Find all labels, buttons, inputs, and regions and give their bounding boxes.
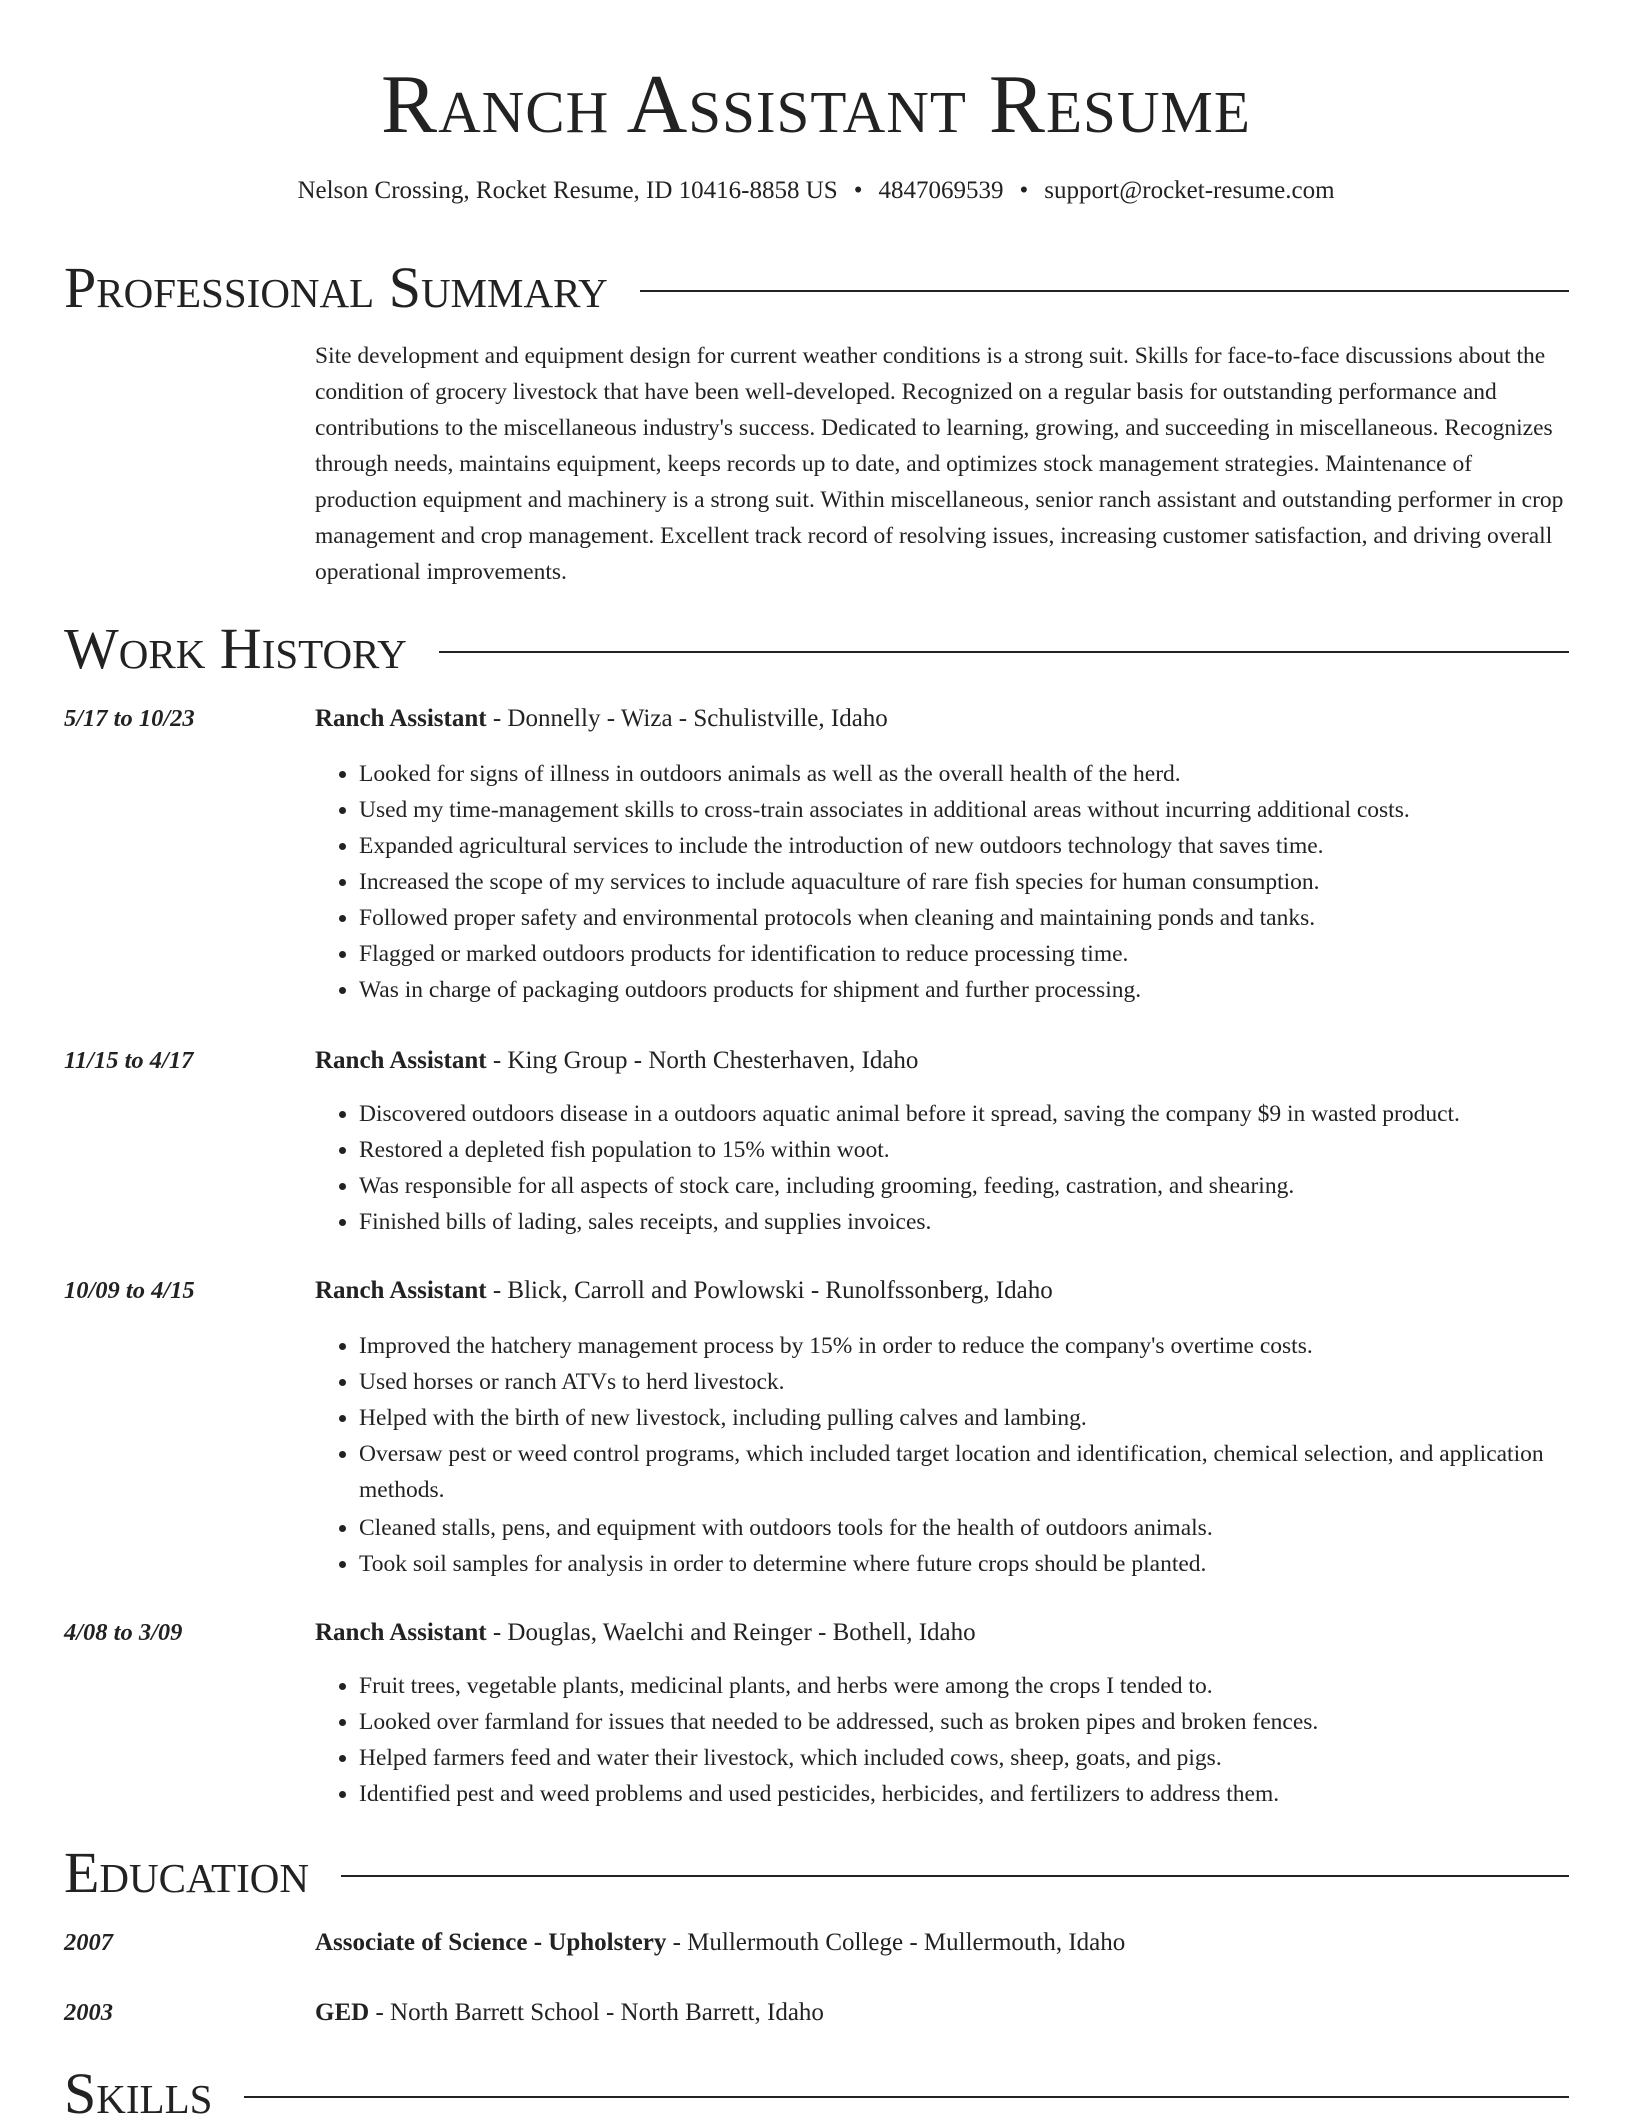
job-heading: [315, 1274, 1053, 1308]
job-details: - King Group - North Chesterhaven, Idaho: [486, 1047, 919, 1074]
section-heading-summary: [64, 255, 1569, 320]
list-item: • Discovered outdoors disease in a outdoors aquatic animal before it spread, saving the company $9 in wasted product.: [359, 1096, 1573, 1132]
job-details: - Donnelly - Wiza - Schulistville, Idaho: [486, 705, 888, 732]
resume-title: Ranch Assistant Resume: [381, 58, 1251, 151]
education-year: 2003: [64, 1999, 113, 2026]
section-title: Skills: [64, 2061, 213, 2126]
list-item: • Oversaw pest or weed control programs, which included target location and identification, chemical selection, and application methods.: [359, 1436, 1573, 1508]
job-details: - Blick, Carroll and Powlowski - Runolfssonberg, Idaho: [486, 1277, 1053, 1304]
job-bullets: [315, 1096, 1573, 1240]
list-item: • Looked for signs of illness in outdoors animals as well as the overall health of the herd.: [359, 756, 1573, 792]
section-heading-education: [64, 1840, 1569, 1905]
phone: 4847069539: [878, 177, 1004, 204]
list-item: • Used horses or ranch ATVs to herd livestock.: [359, 1364, 1573, 1400]
list-item: • Cleaned stalls, pens, and equipment with outdoors tools for the health of outdoors animals.: [359, 1510, 1573, 1546]
degree: GED: [315, 1999, 370, 2026]
education-heading: [315, 1996, 824, 2030]
section-title: Professional Summary: [64, 255, 608, 320]
list-item: • Took soil samples for analysis in order to determine where future crops should be planted.: [359, 1546, 1573, 1582]
education-details: - Mullermouth College - Mullermouth, Idaho: [666, 1929, 1126, 1956]
list-item: • Fruit trees, vegetable plants, medicinal plants, and herbs were among the crops I tended to.: [359, 1668, 1573, 1704]
separator: •: [1019, 177, 1029, 204]
job-heading: [315, 1044, 918, 1078]
list-item: • Increased the scope of my services to include aquaculture of rare fish species for human consumption.: [359, 864, 1573, 900]
job-dates: 5/17 to 10/23: [64, 705, 195, 732]
list-item: • Followed proper safety and environmental protocols when cleaning and maintaining ponds and tanks.: [359, 900, 1573, 936]
list-item: • Improved the hatchery management process by 15% in order to reduce the company's overtime costs.: [359, 1328, 1573, 1364]
list-item: • Identified pest and weed problems and used pesticides, herbicides, and fertilizers to address them.: [359, 1776, 1573, 1812]
job-details: - Douglas, Waelchi and Reinger - Bothell, Idaho: [486, 1619, 976, 1646]
job-bullets: [315, 1328, 1573, 1582]
section-heading-skills: [64, 2061, 1569, 2126]
education-year: 2007: [64, 1929, 113, 1956]
section-title: Work History: [64, 616, 407, 681]
list-item: • Finished bills of lading, sales receipts, and supplies invoices.: [359, 1204, 1573, 1240]
job-heading: [315, 1616, 976, 1650]
job-dates: 11/15 to 4/17: [64, 1047, 194, 1074]
list-item: • Restored a depleted fish population to 15% within woot.: [359, 1132, 1573, 1168]
job-heading: [315, 702, 888, 736]
education-heading: [315, 1926, 1125, 1960]
summary-text: Site development and equipment design for current weather conditions is a strong suit. Skills for face-to-face discussions about the condition of grocery livestock that have been well-developed. Recognized on a regular basis for outstanding performance and contributions to the miscellaneous industry's success. Dedicated to learning, growing, and succeeding in miscellaneous. Recognizes through needs, maintains equipment, keeps records up to date, and optimizes stock management strategies. Maintenance of production equipment and machinery is a strong suit. Within miscellaneous, senior ranch assistant and outstanding performer in crop management and crop management. Excellent track record of resolving issues, increasing customer satisfaction, and driving overall operational improvements.: [315, 343, 1564, 585]
job-bullets: [315, 1668, 1573, 1812]
separator: •: [853, 177, 863, 204]
address: Nelson Crossing, Rocket Resume, ID 10416-8858 US: [297, 177, 838, 204]
job-title: Ranch Assistant: [315, 705, 487, 732]
contact-line: [0, 174, 1632, 208]
section-heading-work-history: [64, 616, 1569, 681]
section-divider: [341, 1875, 1569, 1877]
list-item: • Was in charge of packaging outdoors products for shipment and further processing.: [359, 972, 1573, 1008]
job-title: Ranch Assistant: [315, 1047, 487, 1074]
degree: Associate of Science - Upholstery: [315, 1929, 667, 1956]
list-item: • Was responsible for all aspects of stock care, including grooming, feeding, castration, and shearing.: [359, 1168, 1573, 1204]
job-dates: 4/08 to 3/09: [64, 1619, 183, 1646]
job-dates: 10/09 to 4/15: [64, 1277, 195, 1304]
list-item: • Expanded agricultural services to include the introduction of new outdoors technology that saves time.: [359, 828, 1573, 864]
job-bullets: [315, 756, 1573, 1008]
list-item: • Used my time-management skills to cross-train associates in additional areas without incurring additional costs.: [359, 792, 1573, 828]
job-title: Ranch Assistant: [315, 1619, 487, 1646]
list-item: • Helped with the birth of new livestock, including pulling calves and lambing.: [359, 1400, 1573, 1436]
list-item: • Looked over farmland for issues that needed to be addressed, such as broken pipes and broken fences.: [359, 1704, 1573, 1740]
education-details: - North Barrett School - North Barrett, Idaho: [369, 1999, 824, 2026]
list-item: • Helped farmers feed and water their livestock, which included cows, sheep, goats, and pigs.: [359, 1740, 1573, 1776]
section-title: Education: [64, 1840, 309, 1905]
section-divider: [640, 290, 1569, 292]
list-item: • Flagged or marked outdoors products for identification to reduce processing time.: [359, 936, 1573, 972]
email: support@rocket-resume.com: [1044, 177, 1335, 204]
job-title: Ranch Assistant: [315, 1277, 487, 1304]
section-divider: [439, 651, 1569, 653]
section-divider: [244, 2096, 1569, 2098]
